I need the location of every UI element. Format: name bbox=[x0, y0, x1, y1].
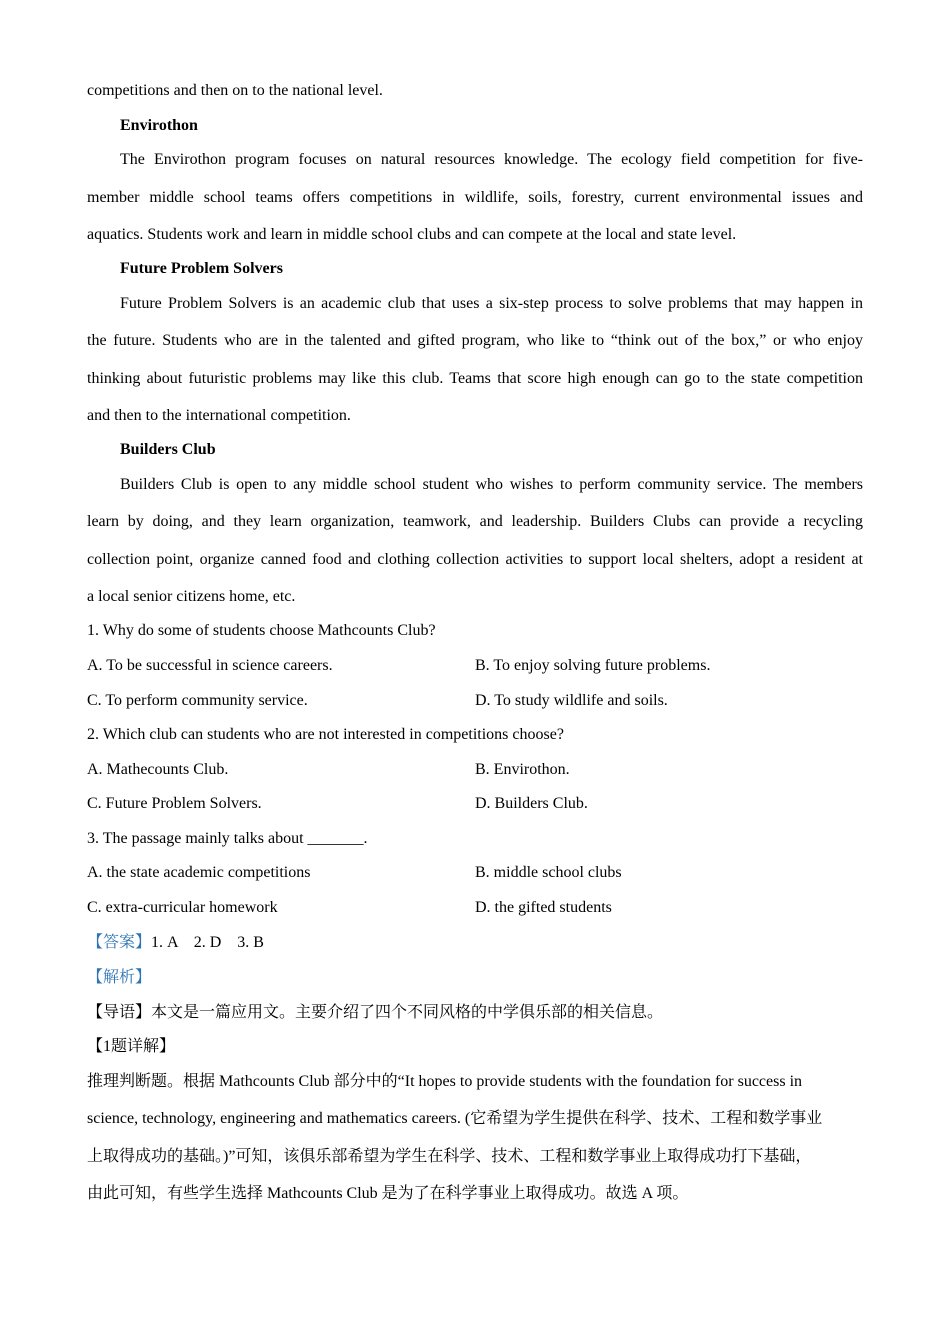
question-1-option-d: D. To study wildlife and soils. bbox=[475, 692, 668, 709]
question-2-option-c: C. Future Problem Solvers. bbox=[87, 795, 262, 812]
analysis-detail-line: 推理判断题。根据 Mathcounts Club 部分中的“It hopes to provide students with the foundation for success in bbox=[87, 1073, 803, 1090]
analysis-detail-line: science, technology, engineering and mathematics careers. (它希望为学生提供在科学、技术、工程和数学事业 bbox=[87, 1110, 823, 1127]
section-heading-builders-club: Builders Club bbox=[120, 441, 216, 458]
question-1-stem: 1. Why do some of students choose Mathcounts Club? bbox=[87, 622, 436, 639]
section-heading-future-problem-solvers: Future Problem Solvers bbox=[120, 260, 283, 277]
paragraph-line: The Envirothon program focuses on natural resources knowledge. The ecology field competition for five- bbox=[120, 151, 863, 168]
analysis-guide: 【导语】本文是一篇应用文。主要介绍了四个不同风格的中学俱乐部的相关信息。 bbox=[87, 1004, 664, 1021]
question-3-option-c: C. extra-curricular homework bbox=[87, 899, 278, 916]
question-3-option-d: D. the gifted students bbox=[475, 899, 612, 916]
question-1-option-b: B. To enjoy solving future problems. bbox=[475, 657, 711, 674]
paragraph-line: and then to the international competition. bbox=[87, 407, 351, 424]
answer-text: 1. A 2. D 3. B bbox=[151, 934, 264, 951]
question-3-option-b: B. middle school clubs bbox=[475, 864, 622, 881]
paragraph-line: the future. Students who are in the talented and gifted program, who like to “think out of the box,” or who enjoy bbox=[87, 332, 863, 349]
paragraph-line: aquatics. Students work and learn in middle school clubs and can compete at the local and state level. bbox=[87, 226, 737, 243]
paragraph-line: Future Problem Solvers is an academic club that uses a six-step process to solve problems that may happen in bbox=[120, 295, 863, 312]
paragraph-line: member middle school teams offers competitions in wildlife, soils, forestry, current environmental issues and bbox=[87, 189, 863, 206]
analysis-detail-line: 上取得成功的基础。)”可知，该俱乐部希望为学生在科学、技术、工程和数学事业上取得成功打下基础， bbox=[87, 1148, 812, 1165]
answer-line bbox=[87, 933, 863, 953]
paragraph-line: collection point, organize canned food and clothing collection activities to support local shelters, adopt a resident at bbox=[87, 551, 863, 568]
question-2-option-d: D. Builders Club. bbox=[475, 795, 588, 812]
question-3-option-a: A. the state academic competitions bbox=[87, 864, 311, 881]
paragraph-line: a local senior citizens home, etc. bbox=[87, 588, 296, 605]
section-heading-envirothon: Envirothon bbox=[120, 117, 198, 134]
question-2-stem: 2. Which club can students who are not interested in competitions choose? bbox=[87, 726, 564, 743]
passage-top-line: competitions and then on to the national level. bbox=[87, 82, 383, 99]
analysis-detail-line: 由此可知，有些学生选择 Mathcounts Club 是为了在科学事业上取得成功。故选 A 项。 bbox=[87, 1185, 689, 1202]
paragraph-line: Builders Club is open to any middle school student who wishes to perform community service. The members bbox=[120, 476, 863, 493]
paragraph-line: learn by doing, and they learn organization, teamwork, and leadership. Builders Clubs can provide a recycling bbox=[87, 513, 863, 530]
analysis-detail-heading: 【1题详解】 bbox=[87, 1038, 176, 1055]
question-2-option-a: A. Mathecounts Club. bbox=[87, 761, 229, 778]
question-2-option-b: B. Envirothon. bbox=[475, 761, 570, 778]
paragraph-line: thinking about futuristic problems may like this club. Teams that score high enough can go to the state competition bbox=[87, 370, 863, 387]
question-3-stem: 3. The passage mainly talks about _______. bbox=[87, 830, 368, 847]
question-1-option-c: C. To perform community service. bbox=[87, 692, 308, 709]
analysis-label: 【解析】 bbox=[87, 969, 152, 986]
answer-label: 【答案】 bbox=[87, 934, 152, 951]
question-1-option-a: A. To be successful in science careers. bbox=[87, 657, 333, 674]
